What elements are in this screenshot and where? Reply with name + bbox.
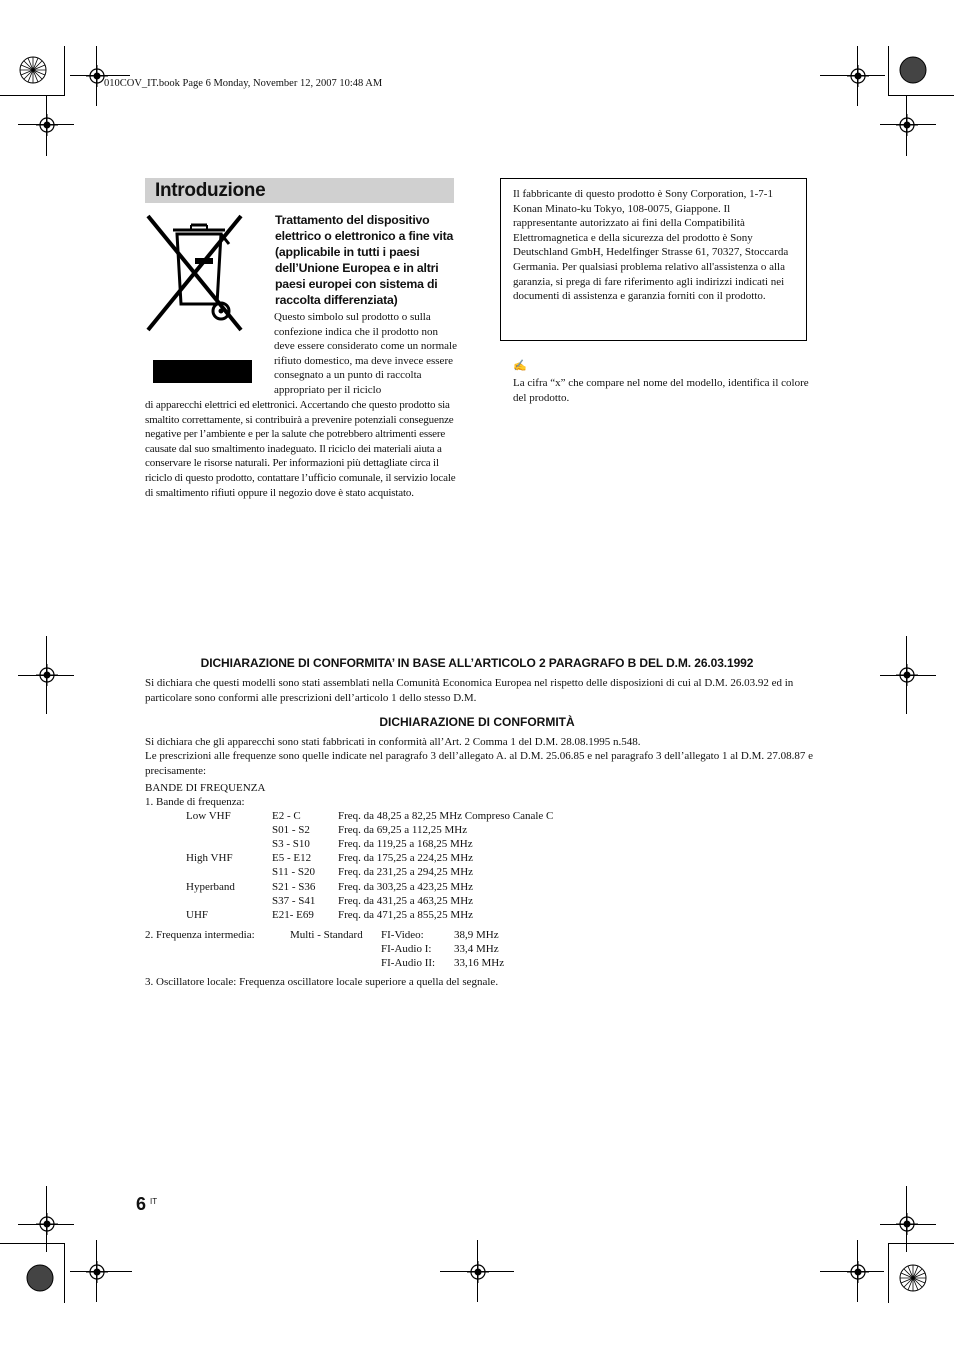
band-name: Low VHF <box>186 810 231 822</box>
book-info-line: 010COV_IT.book Page 6 Monday, November 12, 2007 10:48 AM <box>104 78 383 89</box>
band-channels: S37 - S41 <box>272 895 316 907</box>
registration-target-icon <box>896 664 918 686</box>
dotted-mark-icon <box>25 1263 55 1293</box>
band-frequency: Freq. da 48,25 a 82,25 MHz Compreso Canale C <box>338 810 554 822</box>
registration-target-icon <box>36 114 58 136</box>
if-mode: Multi - Standard <box>290 929 363 941</box>
bands-subheading: 1. Bande di frequenza: <box>145 796 245 808</box>
crop-line <box>888 1243 954 1244</box>
band-name: Hyperband <box>186 881 235 893</box>
band-frequency: Freq. da 69,25 a 112,25 MHz <box>338 824 468 836</box>
if-row-value: 33,16 MHz <box>454 957 505 969</box>
band-channels: E21- E69 <box>272 909 314 921</box>
crossed-out-bin-icon <box>145 212 245 342</box>
if-row-label: FI-Audio II: <box>381 957 436 969</box>
weee-paragraph-1: Questo simbolo sul prodotto o sulla confezione indica che il prodotto non deve essere considerato come un normale rifiuto domestico, ma deve invece essere consegnato a un punto di raccolta appropriato per il riciclo <box>274 311 457 396</box>
band-frequency: Freq. da 471,25 a 855,25 MHz <box>338 909 474 921</box>
conformity-line-1: Si dichiara che gli apparecchi sono stati fabbricati in conformità all’Art. 2 Comma 1 del D.M. 28.08.1995 n.548. <box>145 736 641 748</box>
registration-target-icon <box>896 1213 918 1235</box>
registration-target-icon <box>847 1261 869 1283</box>
band-frequency: Freq. da 303,25 a 423,25 MHz <box>338 881 474 893</box>
band-channels: S11 - S20 <box>272 866 315 878</box>
registration-target-icon <box>896 114 918 136</box>
manufacturer-text: Il fabbricante di questo prodotto è Sony Corporation, 1-7-1 Konan Minato-ku Tokyo, 108-0075, Giappone. Il rappresentante autorizzato ai fini della Compatibilità Elettromagnetica e della sicurezza del prodotto è Sony Deutschland GmbH, Hedelfinger Strasse 61, 70327, Stoccarda Germania. Per qualsiasi problema relativo all'assistenza o alla garanzia, si prega di fare riferimento agli indirizzi indicati nei documenti di assistenza e garanzia forniti con il prodotto. <box>513 188 789 303</box>
registration-target-icon <box>86 1261 108 1283</box>
if-row-value: 33,4 MHz <box>454 943 499 955</box>
if-row-label: FI-Video: <box>381 929 424 941</box>
band-channels: S3 - S10 <box>272 838 310 850</box>
if-row-value: 38,9 MHz <box>454 929 499 941</box>
band-frequency: Freq. da 175,25 a 224,25 MHz <box>338 852 474 864</box>
page-language-code: IT <box>150 1197 158 1206</box>
band-channels: E2 - C <box>272 810 301 822</box>
declaration-title: DICHIARAZIONE DI CONFORMITA’ IN BASE ALL’ARTICOLO 2 PARAGRAFO B DEL D.M. 26.03.1992 <box>200 656 754 670</box>
crop-line <box>64 1243 65 1303</box>
conformity-body <box>145 735 815 778</box>
starburst-mark-icon <box>18 55 48 85</box>
conformity-line-2: Le prescrizioni alle frequenze sono quelle indicate nel paragrafo 3 dell’allegato A. al D.M. 25.06.85 e nel paragrafo 3 dell’allegato 1 al D.M. 27.08.87 e precisamente: <box>145 750 814 777</box>
crop-line <box>888 95 954 96</box>
registration-target-icon <box>467 1261 489 1283</box>
crop-line <box>64 46 65 96</box>
crop-line <box>888 46 889 96</box>
registration-target-icon <box>36 1213 58 1235</box>
local-oscillator-line: 3. Oscillatore locale: Frequenza oscillatore locale superiore a quella del segnale. <box>145 976 499 988</box>
weee-paragraph-2: di apparecchi elettrici ed elettronici. Accertando che questo prodotto sia smaltito correttamente, si contribuirà a prevenire potenziali conseguenze negative per l’ambiente e per la salute che potrebbero altrimenti essere causate dal suo smaltimento inadeguato. Il riciclo dei materiali aiuta a conservare le risorse naturali. Per informazioni più dettagliate circa il riciclo di questo prodotto, contattare l’ufficio comunale, il servizio locale di smaltimento rifiuti oppure il negozio dove è stato acquistato. <box>145 399 456 499</box>
band-channels: E5 - E12 <box>272 852 312 864</box>
if-label: 2. Frequenza intermedia: <box>145 929 255 941</box>
section-title: Introduzione <box>155 180 266 201</box>
band-name: UHF <box>186 909 209 921</box>
band-frequency: Freq. da 431,25 a 463,25 MHz <box>338 895 474 907</box>
band-channels: S21 - S36 <box>272 881 316 893</box>
bands-heading: BANDE DI FREQUENZA <box>145 782 266 794</box>
crop-line <box>0 95 64 96</box>
band-frequency: Freq. da 119,25 a 168,25 MHz <box>338 838 473 850</box>
note-pencil-icon: ✍ <box>513 360 527 372</box>
dotted-mark-icon <box>898 55 928 85</box>
weee-heading: Trattamento del dispositivo elettrico o elettronico a fine vita (applicabile in tutti i paesi dell’Unione Europea e in altri paesi europei con sistema di raccolta differenziata) <box>275 213 454 307</box>
if-row-label: FI-Audio I: <box>381 943 432 955</box>
weee-black-bar <box>153 360 252 383</box>
note-text: La cifra “x” che compare nel nome del modello, identifica il colore del prodotto. <box>513 377 809 404</box>
band-channels: S01 - S2 <box>272 824 310 836</box>
band-name: High VHF <box>186 852 233 864</box>
registration-target-icon <box>847 65 869 87</box>
band-frequency: Freq. da 231,25 a 294,25 MHz <box>338 866 474 878</box>
starburst-mark-icon <box>898 1263 928 1293</box>
conformity-title: DICHIARAZIONE DI CONFORMITÀ <box>379 715 575 729</box>
page-number: 6 <box>136 1194 147 1214</box>
crop-line <box>888 1243 889 1303</box>
crop-line <box>0 1243 64 1244</box>
registration-target-icon <box>36 664 58 686</box>
declaration-body: Si dichiara che questi modelli sono stati assemblati nella Comunità Economica Europea nel rispetto delle disposizioni di cui al D.M. 26.03.92 ed in particolare sono conformi alle prescrizioni dell’articolo 1 dello stesso D.M. <box>145 677 794 704</box>
